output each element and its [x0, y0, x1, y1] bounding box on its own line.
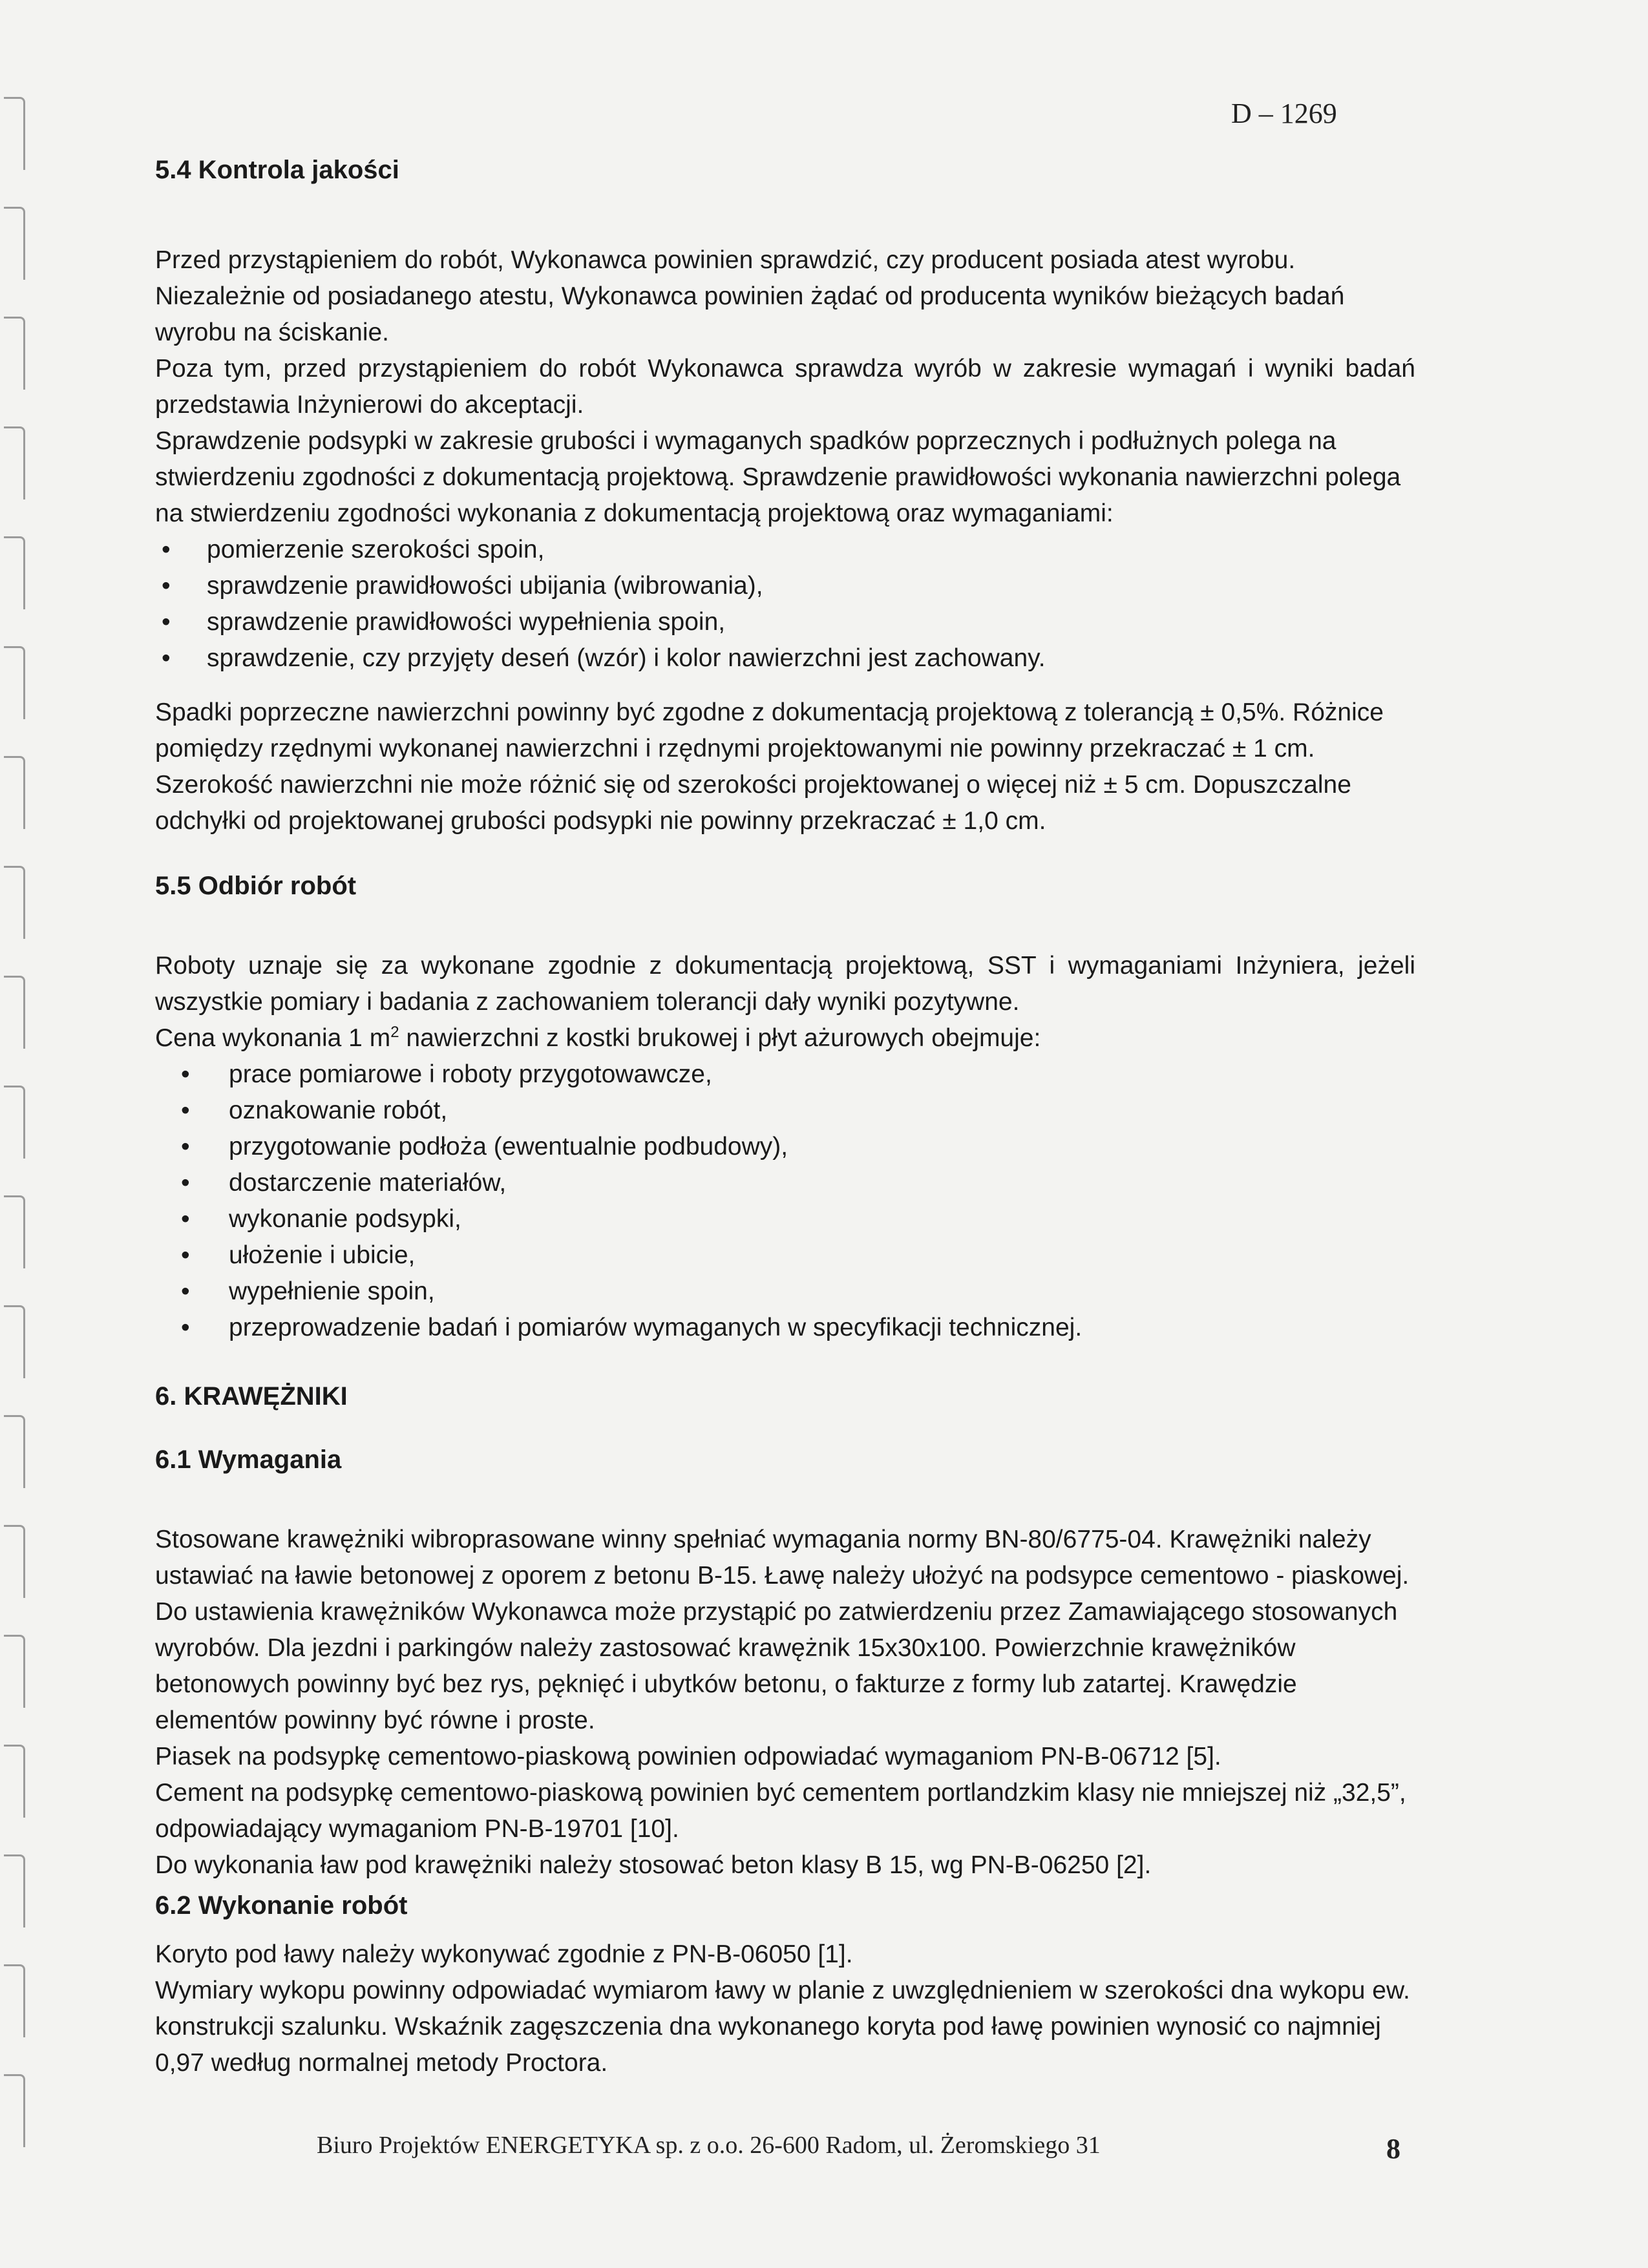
list-item: • wypełnienie spoin, [155, 1274, 1415, 1310]
list-item: • ułożenie i ubicie, [155, 1237, 1415, 1274]
paragraph: Koryto pod ławy należy wykonywać zgodnie z PN-B-06050 [1]. [155, 1940, 853, 1968]
document-body [155, 152, 1415, 2081]
binder-mark [4, 1525, 25, 1598]
page-footer: Biuro Projektów ENERGETYKA sp. z o.o. 26-600 Radom, ul. Żeromskiego 31 [317, 2132, 1101, 2159]
binder-mark [4, 756, 25, 829]
section-heading-6: 6. KRAWĘŻNIKI [155, 1382, 348, 1411]
paragraph: Poza tym, przed przystąpieniem do robót Wykonawca sprawdza wyrób w zakresie wymagań i wyniki badań przedstawia Inżynierowi do akceptacji. [155, 355, 1415, 419]
list-item: • prace pomiarowe i roboty przygotowawcze, [155, 1056, 1415, 1093]
binder-hole-marks [0, 0, 39, 2268]
section-heading-6-2: 6.2 Wykonanie robót [155, 1891, 408, 1920]
binder-mark [4, 1635, 25, 1708]
binder-mark [4, 1745, 25, 1818]
list-item: • sprawdzenie prawidłowości wypełnienia spoin, [155, 604, 1415, 640]
binder-mark [4, 1305, 25, 1378]
bullet-list [155, 532, 1415, 677]
binder-mark [4, 2074, 25, 2147]
binder-mark [4, 976, 25, 1049]
page-number: 8 [1386, 2133, 1400, 2165]
paragraph: Cement na podsypkę cementowo-piaskową powinien być cementem portlandzkim klasy nie mniejszej niż „32,5”, odpowiadający wymaganiom PN-B-19701 [10]. [155, 1779, 1406, 1843]
paragraph: Stosowane krawężniki wibroprasowane winny spełniać wymagania normy BN-80/6775-04. Krawężniki należy ustawiać na ławie betonowej z oporem z betonu B-15. Ławę należy ułożyć na podsypce cementowo - piaskowej. Do ustawienia krawężników Wykonawca może przystąpić po zatwierdzeniu przez Zamawiającego stosowanych wyrobów. Dla jezdni i parkingów należy zastosować krawężnik 15x30x100. Powierzchnie krawężników betonowych powinny być bez rys, pęknięć i ubytków betonu, o fakturze z formy lub zatartej. Krawędzie elementów powinny być równe i proste. [155, 1526, 1410, 1734]
list-item: • wykonanie podsypki, [155, 1201, 1415, 1237]
paragraph: Do wykonania ław pod krawężniki należy stosować beton klasy B 15, wg PN-B-06250 [2]. [155, 1851, 1152, 1879]
section-heading-5-5: 5.5 Odbiór robót [155, 872, 357, 900]
list-item: • pomierzenie szerokości spoin, [155, 532, 1415, 568]
binder-mark [4, 317, 25, 390]
list-item: • przygotowanie podłoża (ewentualnie podbudowy), [155, 1129, 1415, 1165]
binder-mark [4, 1415, 25, 1488]
binder-mark [4, 97, 25, 170]
paragraph: Roboty uznaje się za wykonane zgodnie z dokumentacją projektową, SST i wymaganiami Inżyniera, jeżeli wszystkie pomiary i badania z zachowaniem tolerancji dały wyniki pozytywne. [155, 952, 1415, 1016]
list-item: • przeprowadzenie badań i pomiarów wymaganych w specyfikacji technicznej. [155, 1310, 1415, 1346]
paragraph: Sprawdzenie podsypki w zakresie grubości i wymaganych spadków poprzecznych i podłużnych polega na stwierdzeniu zgodności z dokumentacją projektową. Sprawdzenie prawidłowości wykonania nawierzchni polega na stwierdzeniu zgodności wykonania z dokumentacją projektową oraz wymaganiami: [155, 427, 1401, 527]
list-item: • oznakowanie robót, [155, 1093, 1415, 1129]
binder-mark [4, 536, 25, 609]
paragraph: Spadki poprzeczne nawierzchni powinny być zgodne z dokumentacją projektową z tolerancją ± 0,5%. Różnice pomiędzy rzędnymi wykonanej nawierzchni i rzędnymi projektowanymi nie powinny przekraczać ± 1 cm. Szerokość nawierzchni nie może różnić się od szerokości projektowanej o więcej niż ± 5 cm. Dopuszczalne odchyłki od projektowanej grubości podsypki nie powinny przekraczać ± 1,0 cm. [155, 698, 1384, 835]
binder-mark [4, 1964, 25, 2037]
section-heading-5-4: 5.4 Kontrola jakości [155, 156, 399, 184]
paragraph: Przed przystąpieniem do robót, Wykonawca powinien sprawdzić, czy producent posiada atest wyrobu. Niezależnie od posiadanego atestu, Wykonawca powinien żądać od producenta wyników bieżących badań wyrobu na ściskanie. [155, 246, 1345, 346]
list-item: • sprawdzenie prawidłowości ubijania (wibrowania), [155, 568, 1415, 604]
section-heading-6-1: 6.1 Wymagania [155, 1445, 342, 1474]
binder-mark [4, 207, 25, 280]
paragraph: Cena wykonania 1 $m^2$ nawierzchni z kostki brukowej i płyt ażurowych obejmuje: [155, 1024, 1041, 1052]
binder-mark [4, 646, 25, 719]
bullet-list [155, 1056, 1415, 1346]
list-item: • dostarczenie materiałów, [155, 1165, 1415, 1201]
paragraph: Piasek na podsypkę cementowo-piaskową powinien odpowiadać wymaganiom PN-B-06712 [5]. [155, 1743, 1221, 1770]
binder-mark [4, 426, 25, 499]
document-id: D – 1269 [1231, 98, 1337, 129]
list-item: • sprawdzenie, czy przyjęty deseń (wzór) i kolor nawierzchni jest zachowany. [155, 640, 1415, 677]
paragraph: Wymiary wykopu powinny odpowiadać wymiarom ławy w planie z uwzględnieniem w szerokości dna wykopu ew. konstrukcji szalunku. Wskaźnik zagęszczenia dna wykonanego koryta pod ławę powinien wynosić co najmniej 0,97 według normalnej metody Proctora. [155, 1977, 1410, 2077]
binder-mark [4, 1854, 25, 1927]
binder-mark [4, 866, 25, 939]
binder-mark [4, 1195, 25, 1268]
binder-mark [4, 1086, 25, 1159]
